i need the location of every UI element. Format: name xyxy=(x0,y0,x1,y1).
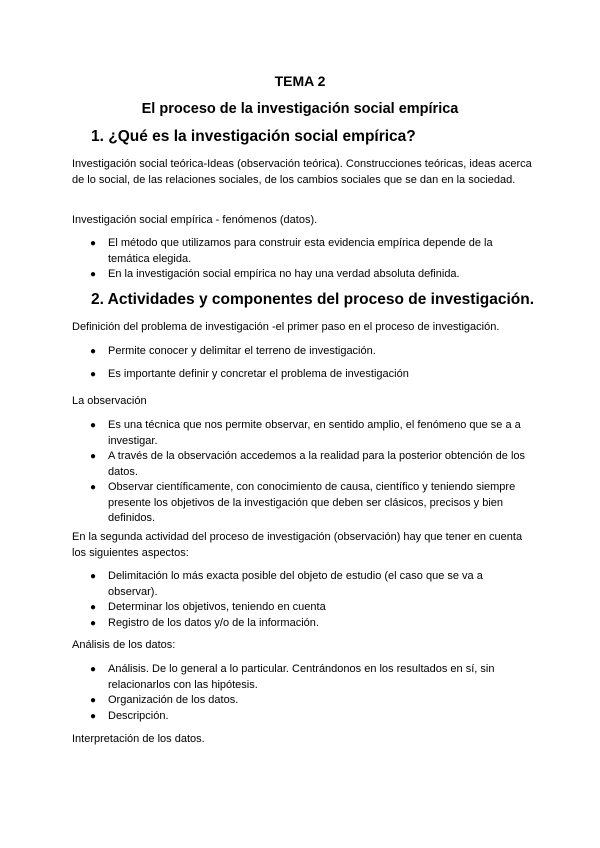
bullet-icon: ● xyxy=(90,451,97,462)
bullet-icon: ● xyxy=(90,346,97,357)
bullet-icon: ● xyxy=(90,664,97,675)
bullet-icon: ● xyxy=(90,602,97,613)
section-1-bullet-list xyxy=(90,236,530,283)
bullet-icon: ● xyxy=(90,617,97,629)
observation-bullets xyxy=(90,418,530,527)
bullet-icon: ● xyxy=(90,269,97,280)
bullet-icon: ● xyxy=(90,420,97,431)
list-item: ● Es importante definir y concretar el problema de investigación xyxy=(90,367,530,383)
bullet-icon: ● xyxy=(90,482,97,493)
bullet-icon: ● xyxy=(90,571,97,582)
list-item: ● Delimitación lo más exacta posible del objeto de estudio (el caso que se va a observar). xyxy=(90,570,483,598)
analysis-bullets xyxy=(90,662,530,724)
list-item: ● Permite conocer y delimitar el terreno de investigación. xyxy=(90,344,530,360)
bullet-icon: ● xyxy=(90,368,97,380)
section-1-paragraph-1: Investigación social teórica-Ideas (observación teórica). Construcciones teóricas, ideas acerca de lo social, de las relaciones sociales, de los cambios sociales que se dan en la sociedad. xyxy=(72,158,532,186)
list-item: ● Determinar los objetivos, teniendo en cuenta xyxy=(90,600,530,616)
bullet-icon: ● xyxy=(90,695,97,706)
list-item: ● Descripción. xyxy=(90,709,530,725)
list-item: ● Análisis. De lo general a lo particular. Centrándonos en los resultados en sí, sin relacionarlos con las hipótesis. xyxy=(90,663,495,691)
list-item: ● Observar científicamente, con conocimiento de causa, científico y teniendo siempre presente los objetivos de la investigación que deben ser clásicos, precisos y bien definidos. xyxy=(90,481,516,524)
section-1-heading: 1. ¿Qué es la investigación social empírica? xyxy=(91,128,416,145)
list-item: ● Es una técnica que nos permite observar, en sentido amplio, el fenómeno que se a a investigar. xyxy=(90,419,521,447)
list-item: ● En la investigación social empírica no hay una verdad absoluta definida. xyxy=(90,267,530,283)
bullet-icon: ● xyxy=(90,238,97,249)
document-title: TEMA 2 xyxy=(274,73,326,89)
list-item: ● Registro de los datos y/o de la información. xyxy=(90,616,530,632)
section-2-heading: 2. Actividades y componentes del proceso de investigación. xyxy=(91,291,535,308)
observation-label: La observación xyxy=(72,395,147,407)
list-item: ● Organización de los datos. xyxy=(90,693,530,709)
document-subtitle: El proceso de la investigación social empírica xyxy=(141,101,459,117)
second-activity-bullets xyxy=(90,569,530,631)
bullet-icon: ● xyxy=(90,710,97,722)
section-1-paragraph-2: Investigación social empírica - fenómenos (datos). xyxy=(72,214,318,226)
list-item: ● El método que utilizamos para construir esta evidencia empírica depende de la temática elegida. xyxy=(90,237,493,265)
interpretation-label: Interpretación de los datos. xyxy=(72,733,205,745)
problem-definition-paragraph: Definición del problema de investigación -el primer paso en el proceso de investigación. xyxy=(72,321,500,333)
second-activity-paragraph: En la segunda actividad del proceso de investigación (observación) hay que tener en cuenta los siguientes aspectos: xyxy=(72,531,523,559)
problem-definition-bullets xyxy=(90,344,530,382)
list-item: ● A través de la observación accedemos a la realidad para la posterior obtención de los datos. xyxy=(90,450,526,478)
analysis-label: Análisis de los datos: xyxy=(72,639,176,651)
